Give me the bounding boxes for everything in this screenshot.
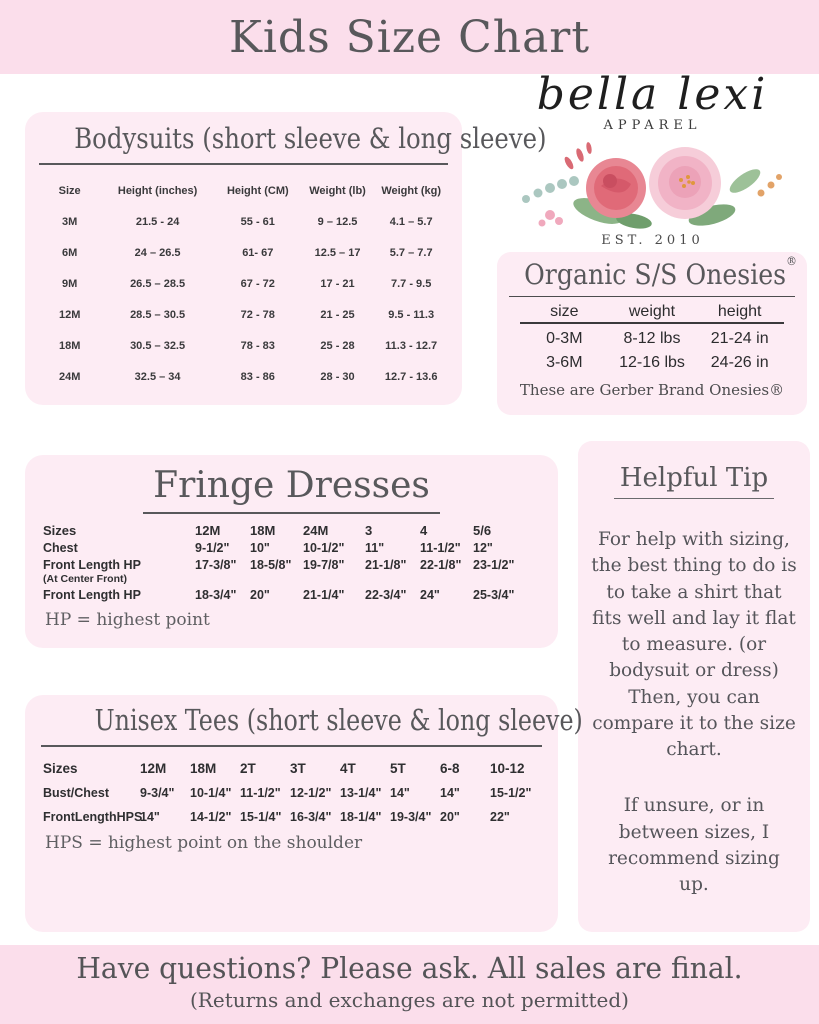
cell: 25-3/4" <box>473 588 515 602</box>
page-title: Kids Size Chart <box>228 11 591 63</box>
cell: 19-7/8" <box>303 558 345 572</box>
cell: 11-1/2" <box>420 541 461 555</box>
fringe-dresses-panel <box>25 455 558 648</box>
cell: 78 - 83 <box>240 340 275 352</box>
cell: 12M <box>140 761 167 776</box>
cell: 3M <box>62 216 78 228</box>
column-header: Height (inches) <box>117 185 198 197</box>
row-label: Front Length HP <box>43 558 141 572</box>
cell: 24" <box>420 588 440 602</box>
cell: 10-12 <box>490 761 525 776</box>
table-row <box>39 330 448 361</box>
column-header: Size <box>58 185 81 197</box>
cell: 17 - 21 <box>320 278 355 290</box>
at-center-front-label: (At Center Front) <box>43 573 127 585</box>
table-row <box>39 268 448 299</box>
cell: 6-8 <box>440 761 460 776</box>
cell: 4T <box>340 761 356 776</box>
cell: 11-1/2" <box>240 786 281 800</box>
hps-footnote: HPS = highest point on the shoulder <box>45 833 363 853</box>
cell: 72 - 78 <box>240 309 275 321</box>
cell: 18-1/4" <box>340 810 382 824</box>
brand-name: bella lexi <box>536 69 769 120</box>
bodysuits-header-row <box>39 175 448 206</box>
cell: 3T <box>290 761 306 776</box>
cell: 18M <box>190 761 217 776</box>
helpful-tip-panel <box>578 441 810 932</box>
cell: 9.5 - 11.3 <box>388 309 435 321</box>
sizes-row <box>25 523 558 538</box>
column-header: size <box>520 303 608 324</box>
cell: 21-1/8" <box>365 558 407 572</box>
cell: 3-6M <box>546 354 583 371</box>
row-label: Chest <box>43 541 78 555</box>
brand-established: EST. 2010 <box>601 233 704 249</box>
chest-row <box>25 541 558 555</box>
cell: 12-16 lbs <box>619 354 685 371</box>
cell: 9M <box>62 278 78 290</box>
table-row <box>39 237 448 268</box>
helpful-tip-title: Helpful Tip <box>614 463 774 499</box>
cell: 4.1 – 5.7 <box>389 216 433 228</box>
tip-paragraph-2: If unsure, or in between sizes, I recommend sizing up. <box>608 795 780 896</box>
hp-footnote: HP = highest point <box>45 610 210 630</box>
cell: 61- 67 <box>242 247 274 259</box>
fringe-table <box>25 523 558 602</box>
bodysuits-panel <box>25 112 547 405</box>
column-header: height <box>696 303 784 324</box>
cell: 21.5 - 24 <box>135 216 180 228</box>
cell: 4 <box>420 523 428 538</box>
flowers-illustration-icon <box>514 135 792 231</box>
table-row <box>39 206 448 237</box>
cell: 28 - 30 <box>320 371 355 383</box>
cell: 22" <box>490 810 510 824</box>
cell: 26.5 – 28.5 <box>130 278 186 290</box>
cell: 12" <box>473 541 493 555</box>
cell: 28.5 – 30.5 <box>130 309 186 321</box>
row-label: Front Length HP <box>43 588 141 602</box>
cell: 14" <box>390 786 410 800</box>
front-length-hps-row <box>25 810 558 824</box>
brand-logo <box>500 69 805 249</box>
cell: 5/6 <box>473 523 492 538</box>
cell: 6M <box>62 247 78 259</box>
table-row <box>520 348 783 372</box>
bodysuits-title: Bodysuits (short sleeve & long sleeve) <box>74 122 547 155</box>
bodysuits-table <box>39 175 448 392</box>
cell: 9-1/2" <box>195 541 230 555</box>
cell: 7.7 - 9.5 <box>390 278 432 290</box>
cell: 18M <box>58 340 81 352</box>
cell: 24 – 26.5 <box>134 247 181 259</box>
cell: 5.7 – 7.7 <box>389 247 433 259</box>
onesies-title <box>524 254 797 291</box>
cell: 11.3 - 12.7 <box>385 340 438 352</box>
footer-sales-final-text: Have questions? Please ask. All sales are final. <box>76 951 743 985</box>
cell: 10" <box>250 541 270 555</box>
row-label: Sizes <box>43 761 78 776</box>
header-band <box>0 0 819 74</box>
cell: 12.7 - 13.6 <box>384 371 438 383</box>
tip-paragraph-1: For help with sizing, the best thing to do is to take a shirt that fits well and lay it flat to measure. (or bodysuit or dress) Then, you can compare it to the size chart. <box>591 529 797 761</box>
table-row <box>520 324 783 348</box>
cell: 16-3/4" <box>290 810 332 824</box>
fringe-title: Fringe Dresses <box>143 465 440 514</box>
cell: 18-3/4" <box>195 588 237 602</box>
cell: 12-1/2" <box>290 786 332 800</box>
row-label: Bust/Chest <box>43 786 109 800</box>
cell: 12M <box>195 523 221 538</box>
cell: 0-3M <box>546 330 583 347</box>
onesies-note: These are Gerber Brand Onesies® <box>519 381 785 399</box>
cell: 14" <box>440 786 460 800</box>
cell: 20" <box>250 588 270 602</box>
column-header: Weight (kg) <box>381 185 442 197</box>
cell: 32.5 – 34 <box>134 371 181 383</box>
cell: 3 <box>365 523 373 538</box>
cell: 9 – 12.5 <box>317 216 358 228</box>
row-label: Sizes <box>43 523 77 538</box>
sizes-row <box>25 761 558 776</box>
cell: 30.5 – 32.5 <box>130 340 186 352</box>
cell: 24-26 in <box>710 354 769 371</box>
cell: 18M <box>250 523 276 538</box>
tees-table <box>25 761 558 824</box>
onesies-title-text: Organic S/S Onesies <box>524 258 787 291</box>
cell: 67 - 72 <box>240 278 275 290</box>
onesies-title-underline <box>509 254 797 297</box>
cell: 25 - 28 <box>320 340 355 352</box>
front-length-hp-row <box>25 588 558 602</box>
cell: 17-3/8" <box>195 558 237 572</box>
cell: 21-24 in <box>710 330 769 347</box>
cell: 12M <box>58 309 81 321</box>
cell: 21-1/4" <box>303 588 345 602</box>
cell: 24M <box>303 523 329 538</box>
cell: 2T <box>240 761 256 776</box>
cell: 10-1/4" <box>190 786 232 800</box>
brand-subtitle: APPAREL <box>603 118 702 134</box>
cell: 14-1/2" <box>190 810 232 824</box>
cell: 11" <box>365 541 385 555</box>
table-row <box>39 299 448 330</box>
table-row <box>39 361 448 392</box>
cell: 15-1/2" <box>490 786 532 800</box>
cell: 14" <box>140 810 160 824</box>
cell: 55 - 61 <box>240 216 275 228</box>
cell: 12.5 – 17 <box>314 247 361 259</box>
cell: 23-1/2" <box>473 558 515 572</box>
row-label: FrontLengthHPS <box>43 810 143 824</box>
cell: 24M <box>58 371 81 383</box>
onesies-table <box>520 303 783 372</box>
cell: 10-1/2" <box>303 541 345 555</box>
bodysuits-title-underline <box>39 122 547 165</box>
cell: 22-3/4" <box>365 588 407 602</box>
footer-returns-text: (Returns and exchanges are not permitted) <box>190 988 629 1012</box>
cell: 19-3/4" <box>390 810 432 824</box>
tees-title-underline <box>41 703 583 747</box>
cell: 15-1/4" <box>240 810 282 824</box>
unisex-tees-panel <box>25 695 583 932</box>
cell: 20" <box>440 810 460 824</box>
column-header: weight <box>608 303 696 324</box>
cell: 18-5/8" <box>250 558 292 572</box>
registered-mark: ® <box>786 254 797 268</box>
onesies-panel <box>497 252 807 415</box>
cell: 9-3/4" <box>140 786 175 800</box>
footer-band <box>0 945 819 1024</box>
tees-title: Unisex Tees (short sleeve & long sleeve) <box>94 703 583 737</box>
cell: 13-1/4" <box>340 786 382 800</box>
column-header: Weight (lb) <box>309 185 366 197</box>
onesies-header-row <box>520 303 783 324</box>
fringe-title-wrap <box>25 465 558 514</box>
bust-chest-row <box>25 786 558 800</box>
cell: 8-12 lbs <box>623 330 681 347</box>
column-header: Height (CM) <box>226 185 289 197</box>
cell: 5T <box>390 761 406 776</box>
front-length-hp-center-row <box>25 558 558 572</box>
cell: 83 - 86 <box>240 371 275 383</box>
cell: 22-1/8" <box>420 558 462 572</box>
cell: 21 - 25 <box>320 309 355 321</box>
